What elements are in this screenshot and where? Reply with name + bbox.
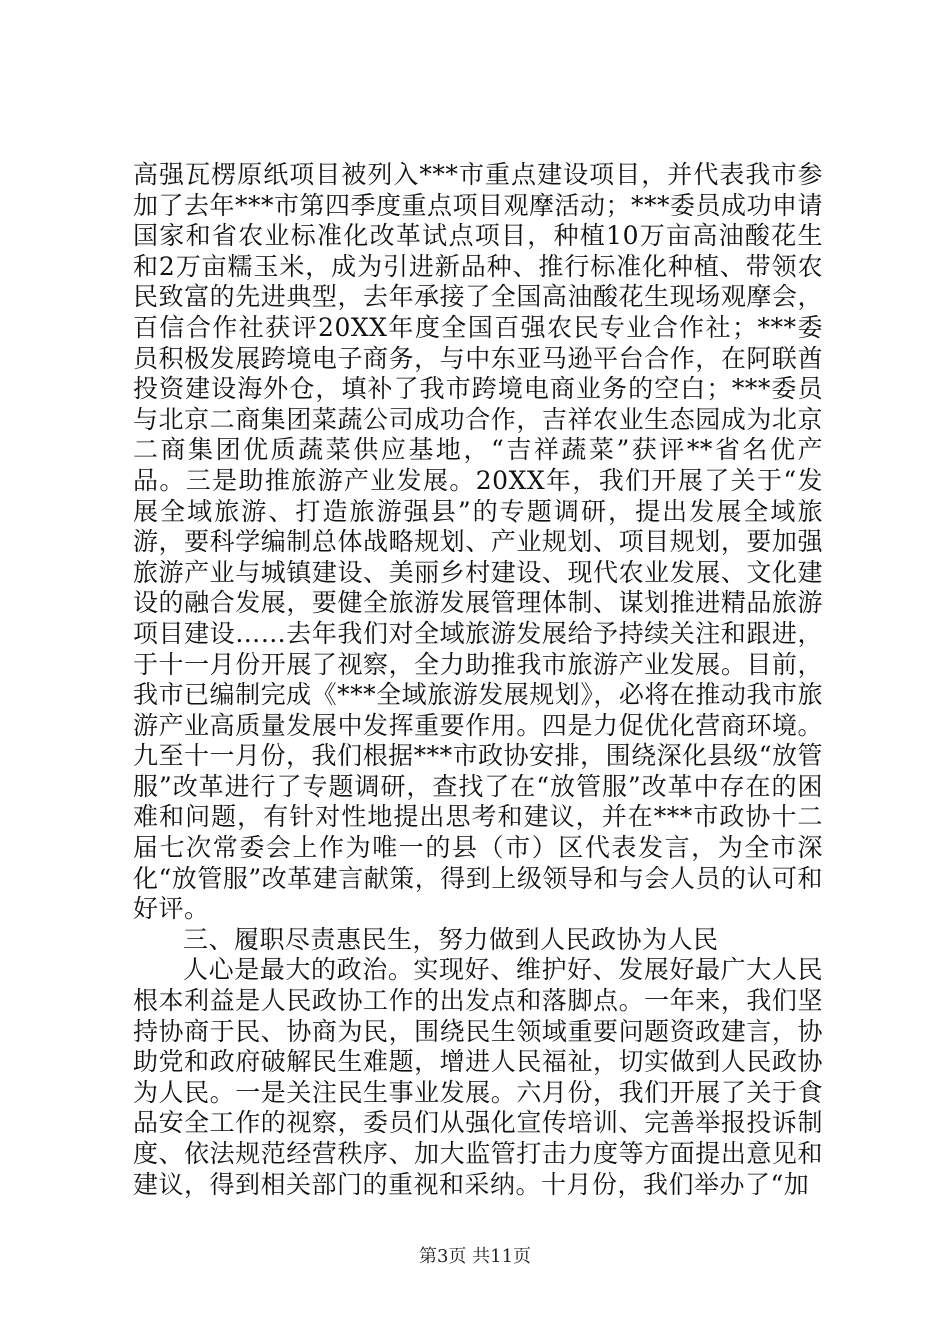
document-body [133, 160, 823, 1200]
section-heading: 三、履职尽责惠民生，努力做到人民政协为人民 [183, 924, 719, 954]
paragraph: 人心是最大的政治。实现好、维护好、发展好最广大人民根本利益是人民政协工作的出发点和落脚点。一年来，我们坚持协商于民、协商为民，围绕民生领域重要问题资政建言，协助党和政府破解民生难题，增进人民福祉，切实做到人民政协为人民。一是关注民生事业发展。六月份，我们开展了关于食品安全工作的视察，委员们从强化宣传培训、完善举报投诉制度、依法规范经营秩序、加大监管打击力度等方面提出意见和建议，得到相关部门的重视和采纳。十月份，我们举办了“加 [133, 955, 823, 1199]
page-footer: 第3页 共11页 [418, 1246, 532, 1267]
paragraph-continuation: 高强瓦楞原纸项目被列入***市重点建设项目，并代表我市参加了去年***市第四季度重点项目观摩活动；***委员成功申请国家和省农业标准化改革试点项目，种植10万亩高油酸花生和2万亩糯玉米，成为引进新品种、推行标准化种植、带领农民致富的先进典型，去年承接了全国高油酸花生现场观摩会，百信合作社获评20XX年度全国百强农民专业合作社；***委员积极发展跨境电子商务，与中东亚马逊平台合作，在阿联酋投资建设海外仓，填补了我市跨境电商业务的空白；***委员与北京二商集团菜蔬公司成功合作，吉祥农业生态园成为北京二商集团优质蔬菜供应基地，“吉祥蔬菜”获评**省名优产品。三是助推旅游产业发展。20XX年，我们开展了关于“发展全域旅游、打造旅游强县”的专题调研，提出发展全域旅游，要科学编制总体战略规划、产业规划、项目规划，要加强旅游产业与城镇建设、美丽乡村建设、现代农业发展、文化建设的融合发展，要健全旅游发展管理体制、谋划推进精品旅游项目建设……去年我们对全域旅游发展给予持续关注和跟进，于十一月份开展了视察，全力助推我市旅游产业发展。目前，我市已编制完成《***全域旅游发展规划》，必将在推动我市旅游产业高质量发展中发挥重要作用。四是力促优化营商环境。九至十一月份，我们根据***市政协安排，围绕深化县级“放管服”改革进行了专题调研，查找了在“放管服”改革中存在的困难和问题，有针对性地提出思考和建议，并在***市政协十二届七次常委会上作为唯一的县（市）区代表发言，为全市深化“放管服”改革建言献策，得到上级领导和与会人员的认可和好评。 [133, 160, 824, 924]
